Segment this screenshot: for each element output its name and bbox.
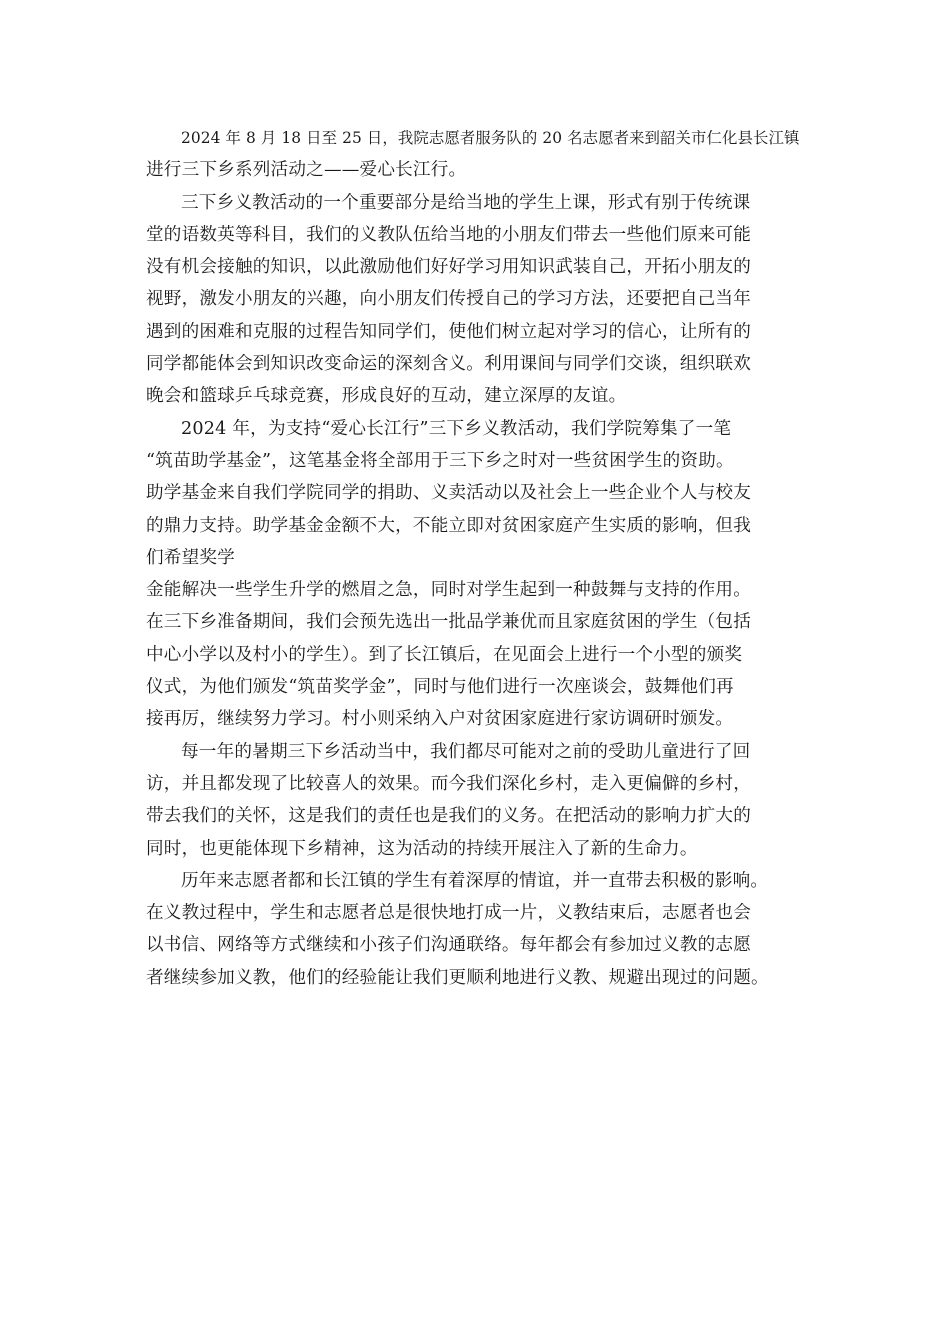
paragraph-2-line-1: 三下乡义教活动的一个重要部分是给当地的学生上课，形式有别于传统课 [181, 192, 751, 213]
paragraph-2-line-5: 遇到的困难和克服的过程告知同学们，使他们树立起对学习的信心，让所有的 [146, 321, 751, 342]
paragraph-5-line-1: 历年来志愿者都和长江镇的学生有着深厚的情谊，并一直带去积极的影响。 [181, 870, 769, 891]
paragraph-2-line-7: 晚会和篮球乒乓球竞赛，形成良好的互动，建立深厚的友谊。 [146, 386, 627, 407]
paragraph-3-line-3: 助学基金来自我们学院同学的捐助、义卖活动以及社会上一些企业个人与校友 [146, 483, 751, 504]
paragraph-3-line-2: “筑苗助学基金”，这笔基金将全部用于三下乡之时对一些贫困学生的资助。 [146, 450, 734, 471]
paragraph-4-line-4: 同时，也更能体现下乡精神，这为活动的持续开展注入了新的生命力。 [146, 838, 698, 859]
paragraph-2-line-2: 堂的语数英等科目，我们的义教队伍给当地的小朋友们带去一些他们原来可能 [146, 224, 751, 245]
paragraph-5-line-2: 在义教过程中，学生和志愿者总是很快地打成一片，义教结束后，志愿者也会 [146, 903, 751, 924]
paragraph-3-line-10: 接再厉，继续努力学习。村小则采纳入户对贫困家庭进行家访调研时颁发。 [146, 709, 734, 730]
paragraph-3-line-5: 们希望奖学 [146, 547, 235, 568]
paragraph-5-line-3: 以书信、网络等方式继续和小孩子们沟通联络。每年都会有参加过义教的志愿 [146, 935, 751, 956]
paragraph-5-line-4: 者继续参加义教，他们的经验能让我们更顺利地进行义教、规避出现过的问题。 [146, 967, 769, 988]
paragraph-4-line-2: 访，并且都发现了比较喜人的效果。而今我们深化乡村，走入更偏僻的乡村， [146, 773, 751, 794]
paragraph-3-line-8: 中心小学以及村小的学生）。到了长江镇后，在见面会上进行一个小型的颁奖 [146, 644, 743, 665]
paragraph-3-line-7: 在三下乡准备期间，我们会预先选出一批品学兼优而且家庭贫困的学生（包括 [146, 612, 751, 633]
paragraph-1-line-1: 2024 年 8 月 18 日至 25 日，我院志愿者服务队的 20 名志愿者来到韶关市仁化县长江镇 [181, 129, 800, 147]
paragraph-3-line-1: 2024 年，为支持“爱心长江行”三下乡义教活动，我们学院筹集了一笔 [181, 418, 732, 439]
paragraph-3-line-4: 的鼎力支持。助学基金金额不大，不能立即对贫困家庭产生实质的影响，但我 [146, 515, 751, 536]
paragraph-2-line-6: 同学都能体会到知识改变命运的深刻含义。利用课间与同学们交谈，组织联欢 [146, 354, 751, 375]
document-page [146, 122, 826, 994]
paragraph-2-line-4: 视野，激发小朋友的兴趣，向小朋友们传授自己的学习方法，还要把自己当年 [146, 289, 751, 310]
paragraph-3-line-9: 仪式，为他们颁发“筑苗奖学金”，同时与他们进行一次座谈会，鼓舞他们再 [146, 677, 734, 698]
paragraph-2-line-3: 没有机会接触的知识，以此激励他们好好学习用知识武装自己，开拓小朋友的 [146, 257, 751, 278]
paragraph-4-line-3: 带去我们的关怀，这是我们的责任也是我们的义务。在把活动的影响力扩大的 [146, 806, 751, 827]
paragraph-3-line-6: 金能解决一些学生升学的燃眉之急，同时对学生起到一种鼓舞与支持的作用。 [146, 580, 751, 601]
paragraph-1-line-2: 进行三下乡系列活动之——爱心长江行。 [146, 160, 467, 181]
paragraph-4-line-1: 每一年的暑期三下乡活动当中，我们都尽可能对之前的受助儿童进行了回 [181, 741, 751, 762]
